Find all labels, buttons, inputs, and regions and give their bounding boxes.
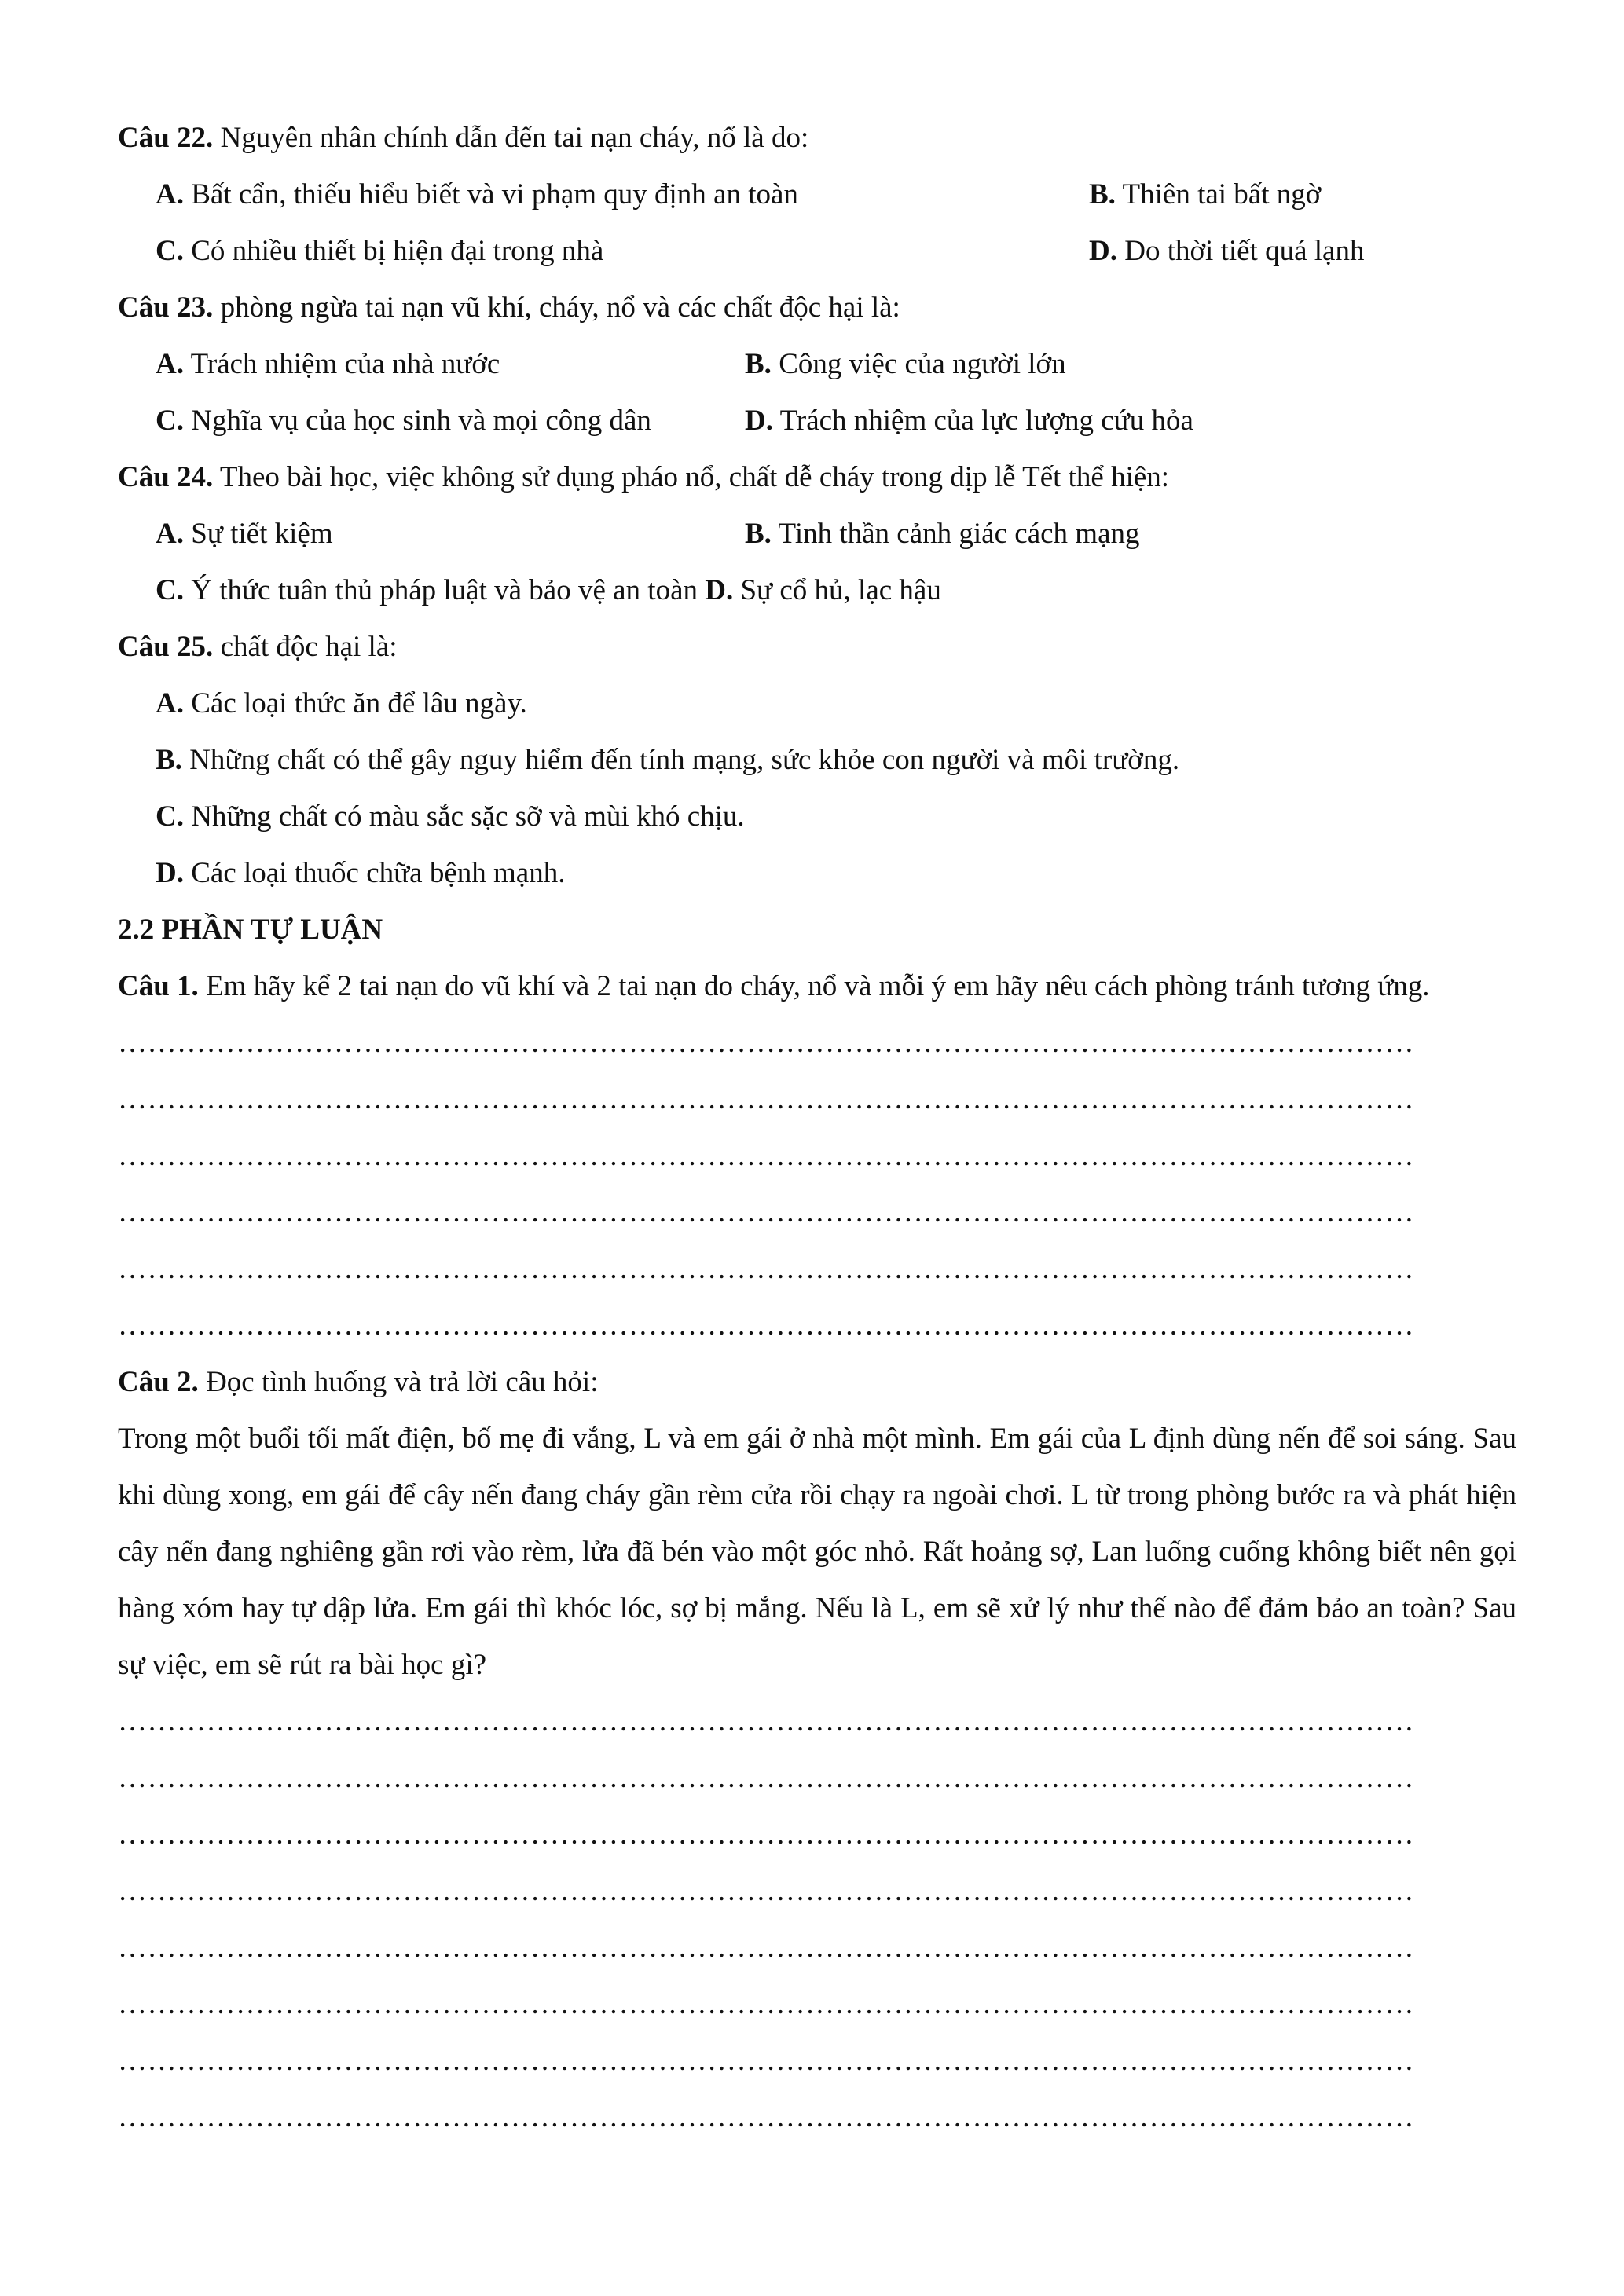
question-25: Câu 25. chất độc hại là: [118,631,398,663]
q24-row-1 [118,506,1516,562]
q23-option-d: D. Trách nhiệm của lực lượng cứu hỏa [745,405,1193,437]
q24-option-b: B. Tinh thần cảnh giác cách mạng [745,518,1140,550]
answer-line[interactable]: …………………………………………………………………………………………………………………… [118,1253,1414,1285]
question-22: Câu 22. Nguyên nhân chính dẫn đến tai nạn cháy, nổ là do: [118,122,809,154]
essay-question-2: Câu 2. Đọc tình huống và trả lời câu hỏi: [118,1366,599,1398]
answer-line[interactable]: …………………………………………………………………………………………………………………… [118,1309,1414,1342]
answer-line[interactable]: …………………………………………………………………………………………………………………… [118,1818,1414,1851]
answer-line[interactable]: …………………………………………………………………………………………………………………… [118,1875,1414,1907]
q25-option-a: A. Các loại thức ăn để lâu ngày. [156,687,527,720]
answer-line[interactable]: …………………………………………………………………………………………………………………… [118,2045,1414,2077]
q22-option-a: A. Bất cẩn, thiếu hiểu biết và vi phạm quy định an toàn [156,178,798,211]
q25-option-b: B. Những chất có thể gây nguy hiểm đến tính mạng, sức khỏe con người và môi trường. [156,744,1180,776]
answer-line[interactable]: …………………………………………………………………………………………………………………… [118,1196,1414,1229]
document-page [118,110,1516,2146]
q24-option-a: A. Sự tiết kiệm [156,518,333,550]
answer-line[interactable]: …………………………………………………………………………………………………………………… [118,1705,1414,1738]
q22-row-1 [118,167,1516,223]
q23-row-1 [118,336,1516,393]
essay-question-1: Câu 1. Em hãy kể 2 tai nạn do vũ khí và 2 tai nạn do cháy, nổ và mỗi ý em hãy nêu cách phòng tránh tương ứng. [118,970,1430,1002]
q23-option-a: A. Trách nhiệm của nhà nước [156,348,500,380]
q23-row-2 [118,393,1516,449]
section-title: 2.2 PHẦN TỰ LUẬN [118,914,383,946]
q24-option-d: D. Sự cổ hủ, lạc hậu [705,574,941,606]
answer-line[interactable]: …………………………………………………………………………………………………………………… [118,1083,1414,1115]
q22-option-c: C. Có nhiều thiết bị hiện đại trong nhà [156,235,604,267]
answer-line[interactable]: …………………………………………………………………………………………………………………… [118,2101,1414,2133]
q24-row-2 [118,562,1516,619]
q25-option-c: C. Những chất có màu sắc sặc sỡ và mùi khó chịu. [156,800,745,833]
q23-option-c: C. Nghĩa vụ của học sinh và mọi công dân [156,405,651,437]
answer-line[interactable]: …………………………………………………………………………………………………………………… [118,1140,1414,1172]
q22-option-b: B. Thiên tai bất ngờ [1089,178,1322,211]
answer-line[interactable]: …………………………………………………………………………………………………………………… [118,1988,1414,2020]
q22-row-2 [118,223,1516,280]
answer-line[interactable]: …………………………………………………………………………………………………………………… [118,1027,1414,1059]
q24-option-c: C. Ý thức tuân thủ pháp luật và bảo vệ an toàn [156,574,698,606]
question-23: Câu 23. phòng ngừa tai nạn vũ khí, cháy, nổ và các chất độc hại là: [118,291,900,324]
q25-option-d: D. Các loại thuốc chữa bệnh mạnh. [156,857,566,889]
essay-2-situation: Trong một buổi tối mất điện, bố mẹ đi vắng, L và em gái ở nhà một mình. Em gái của L định dùng nến để soi sáng. Sau khi dùng xong, em gái để cây nến đang cháy gần rèm cửa rồi chạy ra ngoài chơi. L từ trong phòng bước ra và phát hiện cây nến đang nghiêng gần rơi vào rèm, lửa đã bén vào một góc nhỏ. Rất hoảng sợ, Lan luống cuống không biết nên gọi hàng xóm hay tự dập lửa. Em gái thì khóc lóc, sợ bị mắng. Nếu là L, em sẽ xử lý như thế nào để đảm bảo an toàn? Sau sự việc, em sẽ rút ra bài học gì? [118,1423,1516,1681]
q23-option-b: B. Công việc của người lớn [745,348,1066,380]
question-24: Câu 24. Theo bài học, việc không sử dụng pháo nổ, chất dễ cháy trong dịp lễ Tết thể hiện: [118,461,1170,493]
answer-line[interactable]: …………………………………………………………………………………………………………………… [118,1932,1414,1964]
answer-line[interactable]: …………………………………………………………………………………………………………………… [118,1762,1414,1794]
q22-option-d: D. Do thời tiết quá lạnh [1089,235,1365,267]
